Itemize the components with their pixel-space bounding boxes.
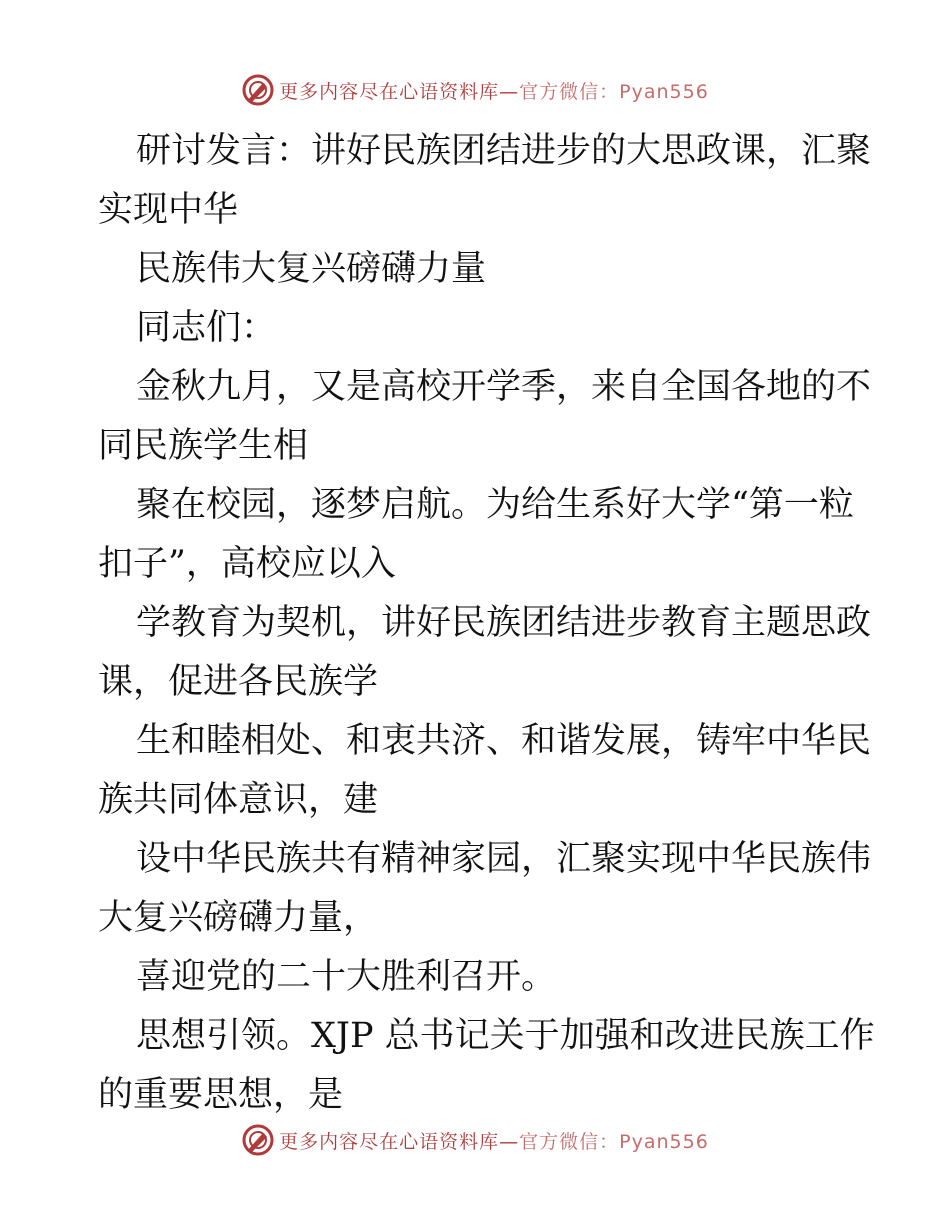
text-line: 金秋九月，又是高校开学季，来自全国各地的不 bbox=[136, 367, 872, 407]
paragraph bbox=[98, 594, 872, 712]
banner-text: 更多内容尽在心语资料库— bbox=[279, 1130, 520, 1153]
text-line: 族共同体意识，建 bbox=[98, 780, 379, 820]
text-line: 喜迎党的二十大胜利召开。 bbox=[136, 957, 557, 997]
banner-wechat: 官方微信：Pyan556 bbox=[519, 80, 709, 103]
text-line: 研讨发言：讲好民族团结进步的大思政课，汇聚 bbox=[136, 131, 872, 171]
banner-text: 更多内容尽在心语资料库— bbox=[279, 80, 520, 103]
document-body bbox=[98, 122, 875, 1125]
paragraph bbox=[98, 830, 872, 948]
text-line: 课，促进各民族学 bbox=[98, 662, 379, 702]
paragraph bbox=[98, 476, 854, 594]
paragraph-salutation bbox=[98, 299, 850, 358]
paragraph-subtitle bbox=[98, 240, 850, 299]
text-line: 大复兴磅礴力量， bbox=[98, 898, 379, 938]
footer-banner bbox=[0, 1120, 950, 1160]
paragraph bbox=[98, 358, 872, 476]
text-line: 学教育为契机，讲好民族团结进步教育主题思政 bbox=[136, 603, 872, 643]
paragraph bbox=[98, 1007, 875, 1125]
text-line: 实现中华 bbox=[98, 190, 239, 230]
logo-icon bbox=[241, 1123, 275, 1157]
paragraph bbox=[98, 712, 872, 830]
text-line: 思想引领。XJP 总书记关于加强和改进民族工作 bbox=[136, 1016, 875, 1056]
text-line: 扣子”，高校应以入 bbox=[98, 544, 396, 584]
banner-wechat: 官方微信：Pyan556 bbox=[519, 1130, 709, 1153]
header-banner bbox=[0, 70, 950, 110]
text-line: 设中华民族共有精神家园，汇聚实现中华民族伟 bbox=[136, 839, 872, 879]
text-line: 同民族学生相 bbox=[98, 426, 309, 466]
text-line: 的重要思想，是 bbox=[98, 1075, 344, 1115]
logo-icon bbox=[241, 73, 275, 107]
text-line: 聚在校园，逐梦启航。为给生系好大学“第一粒 bbox=[136, 485, 854, 525]
paragraph bbox=[98, 948, 850, 1007]
text-line: 民族伟大复兴磅礴力量 bbox=[136, 249, 487, 289]
text-line: 同志们： bbox=[136, 308, 277, 348]
text-line: 生和睦相处、和衷共济、和谐发展，铸牢中华民 bbox=[136, 721, 872, 761]
paragraph-title bbox=[98, 122, 872, 240]
